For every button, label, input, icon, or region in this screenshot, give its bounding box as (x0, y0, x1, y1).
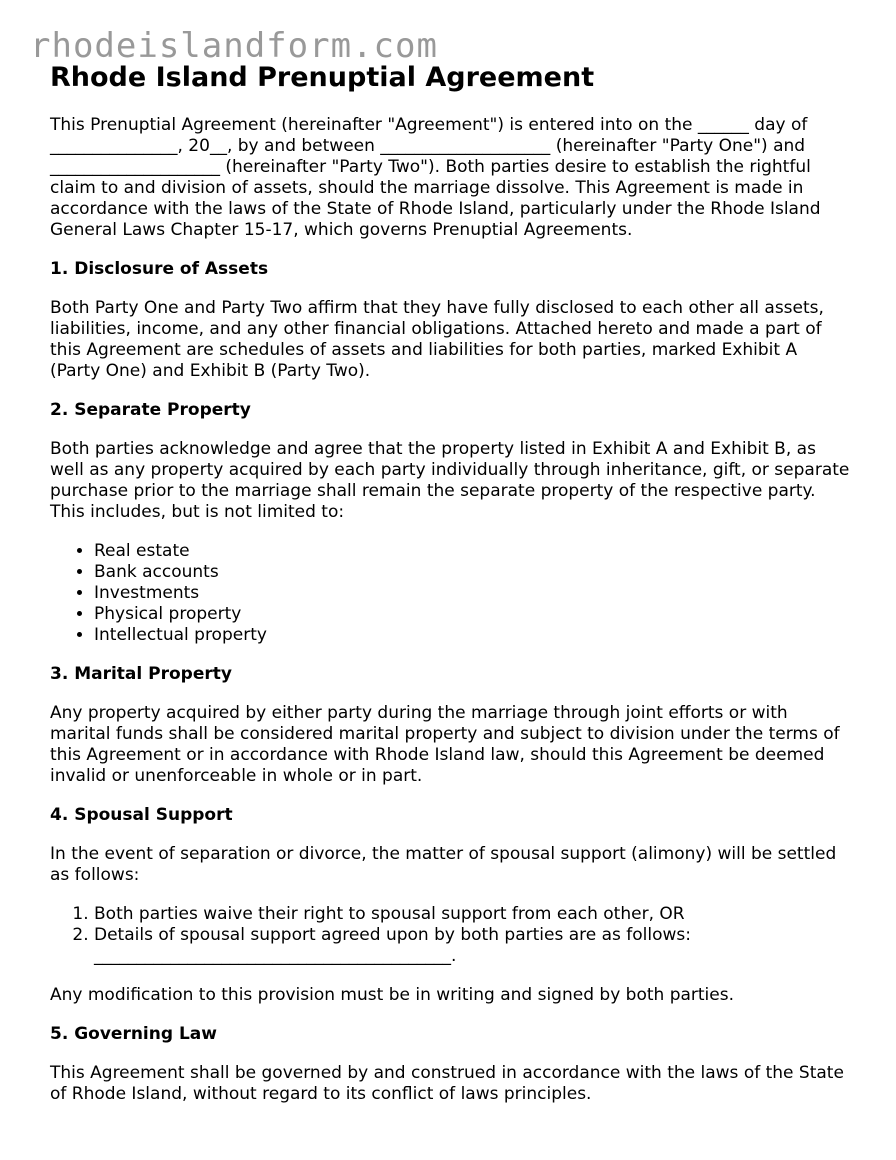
section-4-body: In the event of separation or divorce, the matter of spousal support (alimony) will be settled as follows: (50, 844, 837, 885)
section-3-heading: 3. Marital Property (50, 664, 232, 684)
section-3-body: Any property acquired by either party during the marriage through joint efforts or with marital funds shall be considered marital property and subject to division under the terms of this Agreement or in accordance with Rhode Island law, should this Agreement be deemed invalid or unenforceable in whole or in part. (50, 703, 840, 786)
separate-property-list (50, 541, 850, 646)
section-2-heading: 2. Separate Property (50, 400, 251, 420)
list-item: • Investments (94, 583, 850, 604)
spousal-support-list (50, 904, 850, 967)
section-4-heading: 4. Spousal Support (50, 805, 233, 825)
list-item: • Physical property (94, 604, 850, 625)
intro-paragraph: This Prenuptial Agreement (hereinafter "Agreement") is entered into on the ______ day of _______________, 20__, by and between ____________________ (hereinafter "Party One") and ____________________ (hereinafter "Party Two"). Both parties desire to establish the rightful claim to and division of assets, should the marriage dissolve. This Agreement is made in accordance with the laws of the State of Rhode Island, particularly under the Rhode Island General Laws Chapter 15-17, which governs Prenuptial Agreements. (50, 115, 821, 240)
list-item: 2. Details of spousal support agreed upon by both parties are as follows: __________________________________________. (94, 925, 850, 967)
section-5-body: This Agreement shall be governed by and construed in accordance with the laws of the State of Rhode Island, without regard to its conflict of laws principles. (50, 1063, 844, 1104)
section-5-heading: 5. Governing Law (50, 1024, 217, 1044)
list-item: 1. Both parties waive their right to spousal support from each other, OR (94, 904, 850, 925)
document-title: Rhode Island Prenuptial Agreement (50, 62, 595, 93)
section-1-heading: 1. Disclosure of Assets (50, 259, 269, 279)
section-2-body: Both parties acknowledge and agree that the property listed in Exhibit A and Exhibit B, as well as any property acquired by each party individually through inheritance, gift, or separate purchase prior to the marriage shall remain the separate property of the respective party. This includes, but is not limited to: (50, 439, 850, 522)
section-4-note: Any modification to this provision must be in writing and signed by both parties. (50, 985, 735, 1005)
watermark: rhodeislandform.com (30, 26, 438, 66)
section-1-body: Both Party One and Party Two affirm that they have fully disclosed to each other all assets, liabilities, income, and any other financial obligations. Attached hereto and made a part of this Agreement are schedules of assets and liabilities for both parties, marked Exhibit A (Party One) and Exhibit B (Party Two). (50, 298, 824, 381)
list-item: • Intellectual property (94, 625, 850, 646)
document (50, 60, 850, 1105)
list-item: • Bank accounts (94, 562, 850, 583)
list-item: • Real estate (94, 541, 850, 562)
